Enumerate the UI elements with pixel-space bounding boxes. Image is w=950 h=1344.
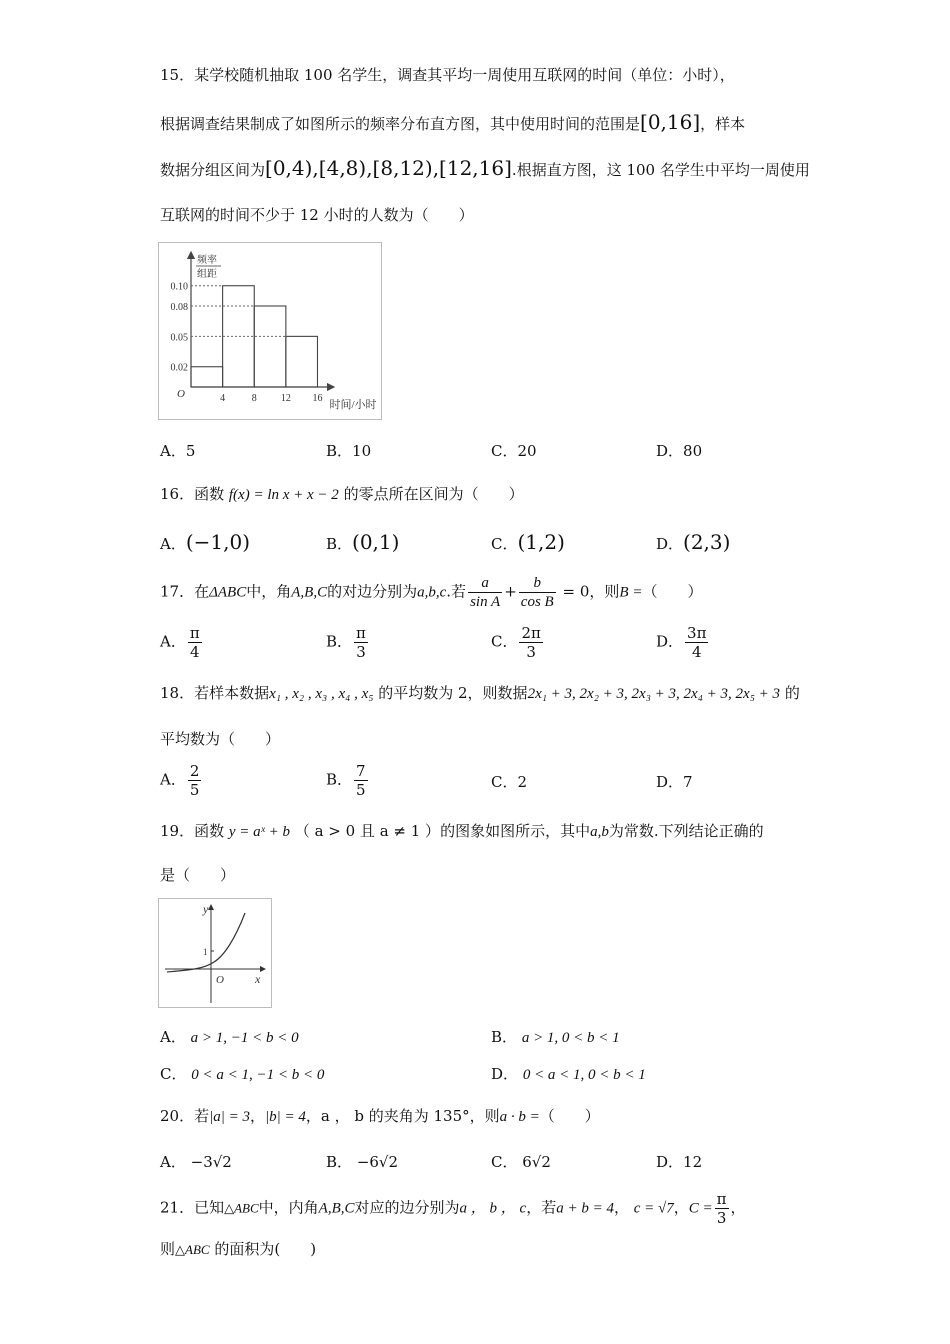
q17-f1-num: a <box>468 574 502 593</box>
q16-option-a-value: (−1,0) <box>185 530 251 554</box>
y-label-numerator: 频率 <box>197 255 217 266</box>
q17-option-c[interactable] <box>491 624 545 661</box>
q20-option-a-value: −3√2 <box>190 1153 232 1171</box>
q17-b-num: π <box>356 624 366 642</box>
q20-stem <box>160 1105 600 1126</box>
q17-eq0: = 0 <box>562 582 590 601</box>
q18-mid: 的平均数为 2，则数据 <box>378 684 528 702</box>
q17-a-num: π <box>189 624 200 642</box>
q21-mid3: ，若 <box>526 1198 557 1217</box>
q17-prefix: 17．在 <box>160 582 210 601</box>
y-tick-label-0.08: 0.08 <box>170 301 188 313</box>
y-tick-label-0.10: 0.10 <box>170 281 188 293</box>
q18-option-a-frac <box>188 762 202 799</box>
q17-d-den: 4 <box>685 642 708 661</box>
q16-option-a[interactable] <box>160 530 250 554</box>
x-axis-label: 时间/小时 <box>329 399 377 411</box>
q21-prefix: 21．已知 <box>160 1198 225 1217</box>
q16-option-b[interactable] <box>326 530 399 554</box>
q16-stem <box>160 483 524 504</box>
q19-option-b-label: B． <box>491 1028 518 1046</box>
q19-option-a[interactable] <box>160 1026 299 1047</box>
q18-xs: x₁ , x₂ , x₃ , x₄ , x₅ <box>269 686 374 702</box>
exponential-curve <box>167 913 245 972</box>
q20-option-b-label: B． <box>326 1153 353 1171</box>
histogram-bar-[8,12) <box>254 306 286 387</box>
q17-mid3: .若 <box>446 582 467 601</box>
q19-option-d-value: 0 < a < 1, 0 < b < 1 <box>522 1067 646 1083</box>
q21-angles: A,B,C <box>318 1200 355 1217</box>
q19-prefix: 19．函数 <box>160 822 225 840</box>
q20-option-b-value: −6√2 <box>356 1153 399 1171</box>
q15-range: [0,16] <box>640 110 701 134</box>
histogram-bar-[0,4) <box>191 367 223 387</box>
q21-mid2: 对应的边分别为 <box>354 1198 460 1217</box>
q16-option-c-value: (1,2) <box>517 530 565 554</box>
q21-condition-sum: a + b = 4 <box>556 1200 614 1217</box>
q17-stem <box>160 574 702 611</box>
q20-dot-product: a · b = <box>499 1109 540 1125</box>
q19-option-d[interactable] <box>491 1063 646 1084</box>
graph-origin-label: O <box>216 974 224 986</box>
q18-option-b-frac <box>354 762 368 799</box>
q16-option-d[interactable] <box>656 530 730 554</box>
q19-ab: a,b <box>590 824 609 840</box>
q21-C-den: 3 <box>716 1209 727 1227</box>
q20-b-magnitude: |b| = 4 <box>264 1109 306 1125</box>
exponential-graph <box>159 899 271 1007</box>
q17-fraction-a <box>468 574 502 611</box>
q20-option-a[interactable] <box>160 1151 232 1172</box>
q18-line2: 平均数为（ ） <box>160 730 281 748</box>
q17-plus: + <box>504 582 517 601</box>
q21-stem: 21．已知△ABC中，内角A,B,C对应的边分别为a ， b ， c，若a + b = 4， c = √7，C = $\frac{\pi}{3}$ ， <box>160 1190 746 1227</box>
q15-line3b: .根据直方图，这 100 名学生中平均一周使用 <box>511 161 810 179</box>
q17-fraction-b <box>519 574 556 611</box>
q15-option-b[interactable]: B．10 <box>326 442 372 460</box>
graph-y-label: y <box>203 902 209 916</box>
q17-option-a[interactable] <box>160 624 204 661</box>
q19-line2: 是（ ） <box>160 866 236 884</box>
origin-label: O <box>177 388 185 400</box>
q18-option-a[interactable] <box>160 762 203 799</box>
x-tick-label-12: 12 <box>280 393 291 404</box>
q20-sep2: ， <box>305 1107 321 1125</box>
q17-end: ，则 <box>589 582 620 601</box>
q16-function: f(x) = ln x + x − 2 <box>228 487 339 503</box>
q21-condition-c: c = √7 <box>633 1200 674 1217</box>
q17-option-c-label: C． <box>491 632 518 651</box>
histogram-bar-[12,16] <box>286 336 318 387</box>
q20-option-c-label: C． <box>491 1153 518 1171</box>
q18-option-b[interactable] <box>326 762 370 799</box>
q18-b-den: 5 <box>356 781 366 799</box>
q19-condition: （ a > 0 且 a ≠ 1 ） <box>294 822 441 840</box>
q15-intervals: [0,4),[4,8),[8,12),[12,16] <box>265 156 512 180</box>
q15-option-a[interactable]: A．5 <box>160 442 196 460</box>
q20-option-a-label: A． <box>160 1153 186 1171</box>
q17-c-den: 3 <box>519 642 542 661</box>
q16-option-a-label: A． <box>160 535 186 553</box>
q19-end: 为常数.下列结论正确的 <box>608 822 764 840</box>
q17-f1-den: sin A <box>470 594 501 610</box>
q21-line2 <box>160 1238 316 1259</box>
q19-mid: 的图象如图所示，其中 <box>440 822 591 840</box>
q16-option-d-value: (2,3) <box>683 530 731 554</box>
y-label-denominator: 组距 <box>197 269 217 280</box>
q17-triangle: ΔABC <box>209 584 247 601</box>
q21-C-num: π <box>716 1190 727 1208</box>
q20-prefix: 20．若 <box>160 1107 210 1125</box>
q21-condition-C: C = <box>688 1200 713 1217</box>
q16-prefix: 16．函数 <box>160 485 225 503</box>
q19-option-c-label: C． <box>160 1065 187 1083</box>
q17-option-a-frac <box>188 624 202 661</box>
q15-option-d[interactable]: D．80 <box>656 442 703 460</box>
q21-line2a: 则 <box>160 1240 176 1258</box>
q19-option-c[interactable] <box>160 1063 324 1084</box>
q15-line4: 互联网的时间不少于 12 小时的人数为（ ） <box>160 206 474 224</box>
q20-mid: a ， b 的夹角为 135°，则 <box>320 1107 500 1125</box>
q21-line2b: 的面积为( ) <box>214 1240 317 1258</box>
exponential-graph-figure <box>158 898 272 1008</box>
q17-paren: （ ） <box>642 582 703 601</box>
q17-angles: A,B,C <box>291 584 328 601</box>
q19-option-d-label: D． <box>491 1065 519 1083</box>
q17-sides: a,b,c <box>417 584 447 601</box>
q15-line3a: 数据分组区间为 <box>160 161 266 179</box>
q17-option-d[interactable] <box>656 624 710 661</box>
graph-x-label: x <box>255 972 261 986</box>
q17-f2-den: cos B <box>520 594 554 610</box>
q17-mid2: 的对边分别为 <box>327 582 418 601</box>
x-tick-label-16: 16 <box>312 393 323 404</box>
q18-option-a-label: A． <box>160 770 186 789</box>
q20-option-c-value: 6√2 <box>522 1153 551 1171</box>
q17-option-b-frac <box>354 624 368 661</box>
q19-option-a-value: a > 1, −1 < b < 0 <box>190 1030 299 1046</box>
q17-option-c-frac <box>519 624 542 661</box>
q16-option-c-label: C． <box>491 535 518 553</box>
q21-triangle: △ABC <box>224 1200 259 1216</box>
q18-stem <box>160 682 800 703</box>
q19-option-b-value: a > 1, 0 < b < 1 <box>521 1030 620 1046</box>
q19-function: y = aˣ + b <box>228 824 291 840</box>
q18-option-b-label: B． <box>326 770 353 789</box>
q18-prefix: 18．若样本数据 <box>160 684 270 702</box>
q17-option-d-label: D． <box>656 632 684 651</box>
q17-f2-num: b <box>519 574 556 593</box>
q16-option-b-value: (0,1) <box>352 530 400 554</box>
q18-b-num: 7 <box>356 762 366 780</box>
q20-option-b[interactable] <box>326 1151 398 1172</box>
q19-stem <box>160 820 764 841</box>
q21-line2-triangle: △ABC <box>175 1242 210 1257</box>
q18-a-num: 2 <box>189 762 200 780</box>
q19-option-c-value: 0 < a < 1, −1 < b < 0 <box>191 1067 325 1083</box>
q15-line2 <box>160 110 745 134</box>
q21-mid1: 中，内角 <box>258 1198 319 1217</box>
q17-mid1: 中，角 <box>246 582 292 601</box>
q20-option-d[interactable]: D．12 <box>656 1153 703 1171</box>
q16-option-d-label: D． <box>656 535 684 553</box>
q16-option-b-label: B． <box>326 535 353 553</box>
q18-option-d[interactable]: D．7 <box>656 773 693 791</box>
q20-sep: ， <box>249 1107 265 1125</box>
q17-B: B = <box>619 584 643 601</box>
q19-option-b[interactable] <box>491 1026 620 1047</box>
q17-b-den: 3 <box>354 642 368 661</box>
q15-line3 <box>160 156 810 180</box>
q17-option-d-frac <box>685 624 708 661</box>
q15-line2b: ，样本 <box>700 115 746 133</box>
graph-one-label: 1 <box>203 947 208 957</box>
q17-d-num: 3π <box>687 624 707 642</box>
q19-option-a-label: A． <box>160 1028 186 1046</box>
q18-option-c[interactable]: C．2 <box>491 773 528 791</box>
x-tick-label-4: 4 <box>220 393 226 404</box>
q20-a-magnitude: |a| = 3 <box>209 1109 250 1125</box>
q20-option-c[interactable] <box>491 1151 551 1172</box>
q21-sides: a ， b ， c <box>459 1200 527 1217</box>
q16-suffix: 的零点所在区间为（ ） <box>343 485 524 503</box>
q17-option-a-label: A． <box>160 632 186 651</box>
q20-paren: （ ） <box>539 1107 600 1125</box>
y-tick-label-0.05: 0.05 <box>170 332 188 344</box>
q18-expr: 2x₁ + 3, 2x₂ + 3, 2x₃ + 3, 2x₄ + 3, 2x₅ + 3 <box>527 686 781 702</box>
q21-C-fraction <box>715 1190 729 1227</box>
q18-end: 的 <box>784 684 800 702</box>
q15-line1: 15．某学校随机抽取 100 名学生，调查其平均一周使用互联网的时间（单位：小时）， <box>160 66 735 84</box>
x-tick-label-8: 8 <box>251 393 257 404</box>
q15-line2a: 根据调查结果制成了如图所示的频率分布直方图，其中使用时间的范围是 <box>160 115 641 133</box>
q18-a-den: 5 <box>189 781 200 799</box>
histogram-figure <box>158 242 382 420</box>
q15-option-c[interactable]: C．20 <box>491 442 537 460</box>
histogram-chart <box>159 243 381 419</box>
q17-option-b[interactable] <box>326 624 370 661</box>
q17-c-num: 2π <box>521 624 541 642</box>
q16-option-c[interactable] <box>491 530 565 554</box>
q17-a-den: 4 <box>188 642 202 661</box>
q17-option-b-label: B． <box>326 632 353 651</box>
y-tick-label-0.02: 0.02 <box>170 362 188 374</box>
